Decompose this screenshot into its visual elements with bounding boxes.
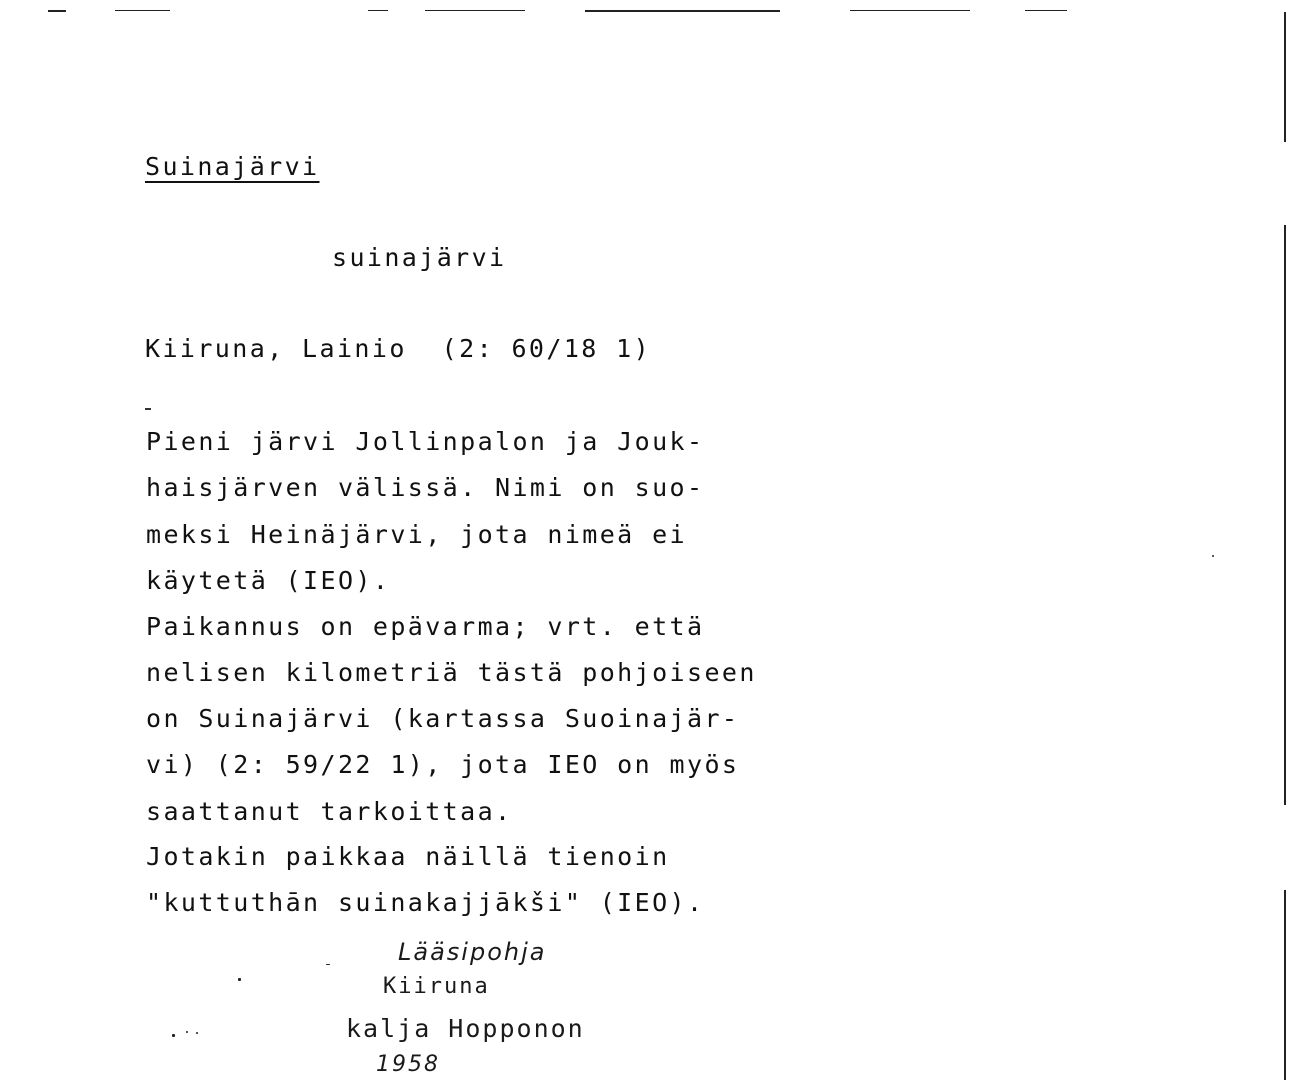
scan-artifact-top: [368, 10, 388, 11]
body-line: nelisen kilometriä tästä pohjoiseen: [146, 658, 757, 687]
scan-artifact-top: [850, 10, 970, 11]
stamp-collector: kalja Hopponon: [346, 1014, 585, 1043]
scan-artifact-top: [48, 10, 66, 12]
body-line: Jotakin paikkaa näillä tienoin: [146, 842, 670, 871]
body-line: haisjärven välissä. Nimi on suo-: [146, 473, 705, 502]
scan-speck: [196, 1032, 198, 1034]
body-line: "kuttuthān suinakajjākši" (IEO).: [146, 888, 705, 917]
scan-artifact-top: [115, 10, 170, 11]
stamp-county: Lääsipohja: [398, 938, 547, 966]
typewriter-mark: [145, 408, 151, 410]
scan-artifact-top: [585, 10, 780, 12]
scan-speck: [186, 1031, 188, 1033]
body-line: on Suinajärvi (kartassa Suoinajär-: [146, 704, 740, 733]
entry-heading: Suinajärvi: [145, 152, 320, 181]
scan-artifact-top: [425, 10, 525, 11]
scan-artifact-right-edge: [1284, 225, 1286, 805]
body-line: Pieni järvi Jollinpalon ja Jouk-: [146, 427, 705, 456]
stamp-municipality: Kiiruna: [383, 974, 490, 999]
scan-speck: [326, 964, 330, 965]
scan-artifact-top: [1025, 10, 1067, 11]
scan-speck: [238, 978, 241, 981]
body-line: käytetä (IEO).: [146, 566, 391, 595]
body-line: meksi Heinäjärvi, jota nimeä ei: [146, 520, 687, 549]
body-line: saattanut tarkoittaa.: [146, 797, 513, 826]
scan-speck: [172, 1034, 175, 1037]
location-reference: Kiiruna, Lainio (2: 60/18 1): [145, 334, 652, 363]
scan-speck: [1212, 555, 1214, 557]
stamp-year: 1958: [376, 1052, 440, 1077]
body-line: vi) (2: 59/22 1), jota IEO on myös: [146, 750, 740, 779]
body-line: Paikannus on epävarma; vrt. että: [146, 612, 705, 641]
scan-artifact-right-edge: [1284, 890, 1286, 1080]
scan-artifact-right-edge: [1284, 12, 1286, 142]
dialect-form: suinajärvi: [332, 243, 507, 272]
